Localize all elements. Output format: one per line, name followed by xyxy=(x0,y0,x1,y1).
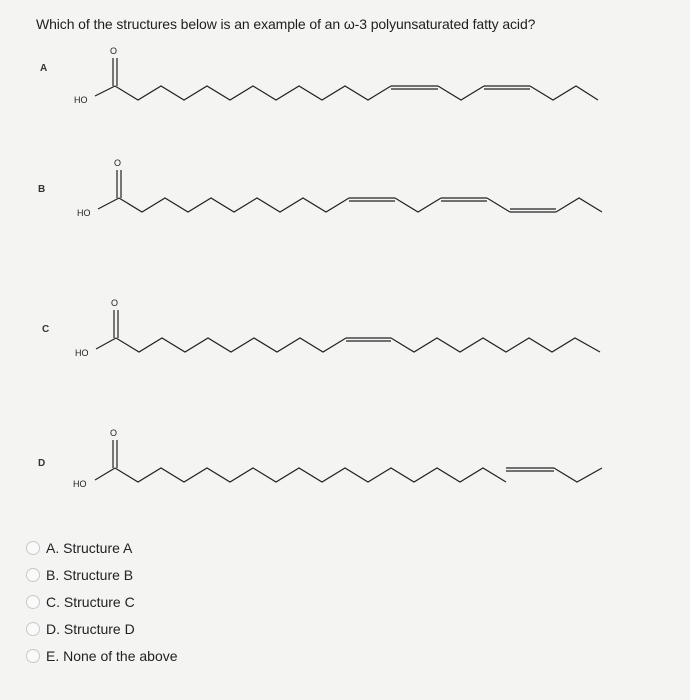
oxygen-atom: O xyxy=(114,158,122,168)
option-c-label: C. Structure C xyxy=(46,593,135,610)
hydroxyl-group: HO xyxy=(75,348,89,358)
option-c[interactable] xyxy=(26,588,178,615)
structure-label-d: D xyxy=(38,458,46,469)
option-e[interactable] xyxy=(26,642,178,669)
oxygen-atom: O xyxy=(110,428,118,438)
structure-label-b: B xyxy=(38,184,46,195)
option-a[interactable] xyxy=(26,534,178,561)
radio-button[interactable] xyxy=(26,649,40,663)
option-d-label: D. Structure D xyxy=(46,620,135,637)
hydroxyl-group: HO xyxy=(73,479,87,489)
hydroxyl-group: HO xyxy=(77,208,91,218)
structure-a-diagram xyxy=(0,40,690,120)
radio-button[interactable] xyxy=(26,595,40,609)
option-d[interactable] xyxy=(26,615,178,642)
structure-d-diagram xyxy=(0,422,690,502)
hydroxyl-group: HO xyxy=(74,95,88,105)
structure-label-a: A xyxy=(40,63,48,74)
oxygen-atom: O xyxy=(111,298,119,308)
radio-button[interactable] xyxy=(26,541,40,555)
answer-options xyxy=(26,534,178,669)
option-a-label: A. Structure A xyxy=(46,539,133,556)
structure-label-c: C xyxy=(42,324,50,335)
radio-button[interactable] xyxy=(26,568,40,582)
structure-c-diagram xyxy=(0,292,690,372)
radio-button[interactable] xyxy=(26,622,40,636)
option-b-label: B. Structure B xyxy=(46,566,134,583)
structure-b-diagram xyxy=(0,152,690,232)
option-b[interactable] xyxy=(26,561,178,588)
question-text: Which of the structures below is an example of an ω-3 polyunsaturated fatty acid? xyxy=(36,16,536,32)
oxygen-atom: O xyxy=(110,46,118,56)
option-e-label: E. None of the above xyxy=(46,647,178,664)
